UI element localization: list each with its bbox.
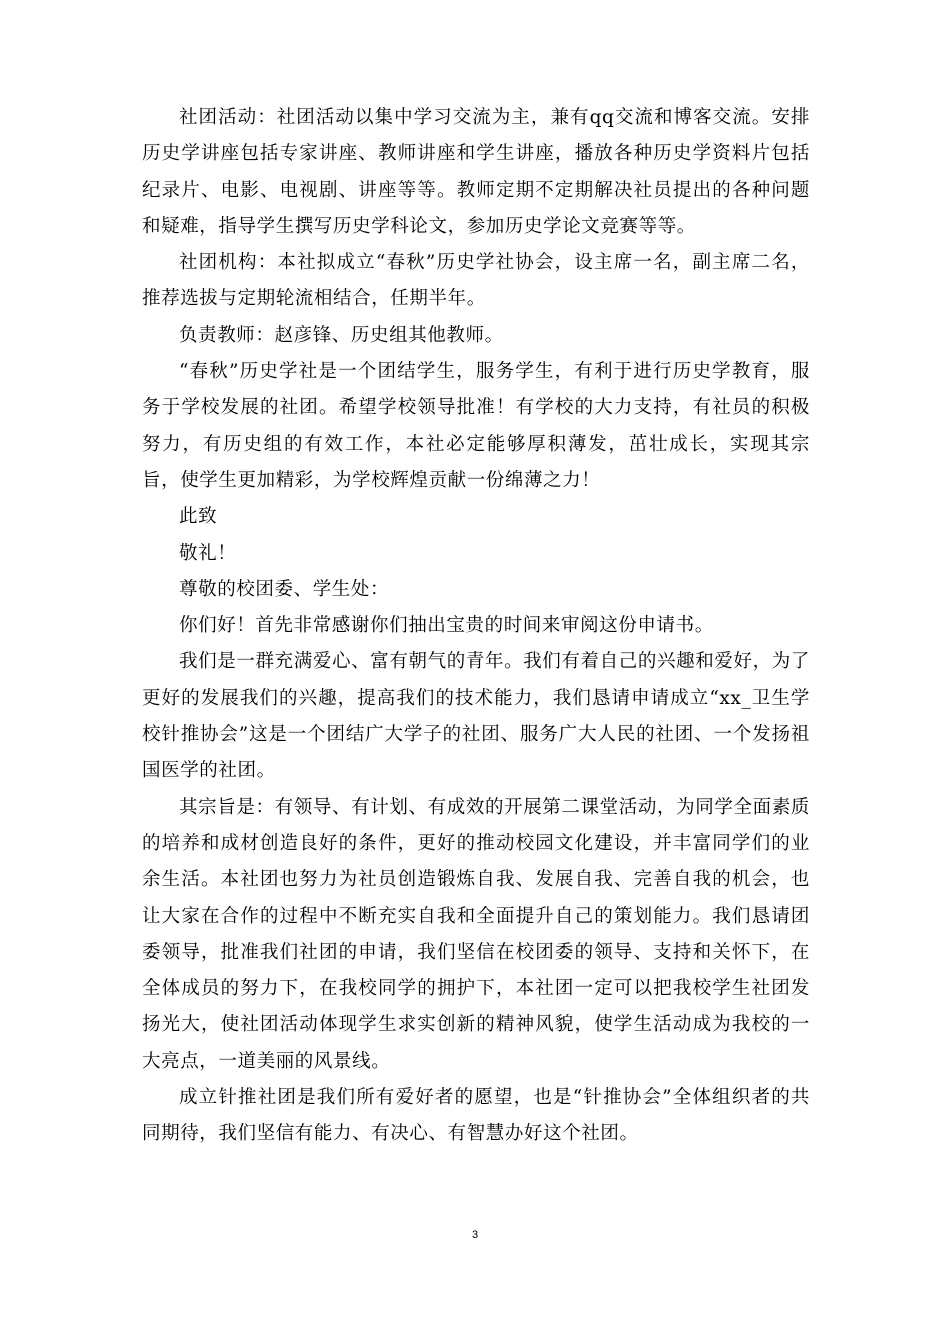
paragraph-mission: 其宗旨是：有领导、有计划、有成效的开展第二课堂活动，为同学全面素质的培养和成材创造良好的条件，更好的推动校园文化建设，并丰富同学们的业余生活。本社团也努力为社员创造锻炼自我、发展自我、完善自我的机会，也让大家在合作的过程中不断充实自我和全面提升自己的策划能力。我们恳请团委领导，批准我们社团的申请，我们坚信在校团委的领导、支持和关怀下，在全体成员的努力下，在我校同学的拥护下，本社团一定可以把我校学生社团发扬光大，使社团活动体现学生求实创新的精神风貌，使学生活动成为我校的一大亮点，一道美丽的风景线。 <box>142 796 810 1072</box>
paragraph-club-activities: 社团活动：社团活动以集中学习交流为主，兼有qq交流和博客交流。安排历史学讲座包括专家讲座、教师讲座和学生讲座，播放各种历史学资料片包括纪录片、电影、电视剧、讲座等等。教师定期不定期解决社员提出的各种问题和疑难，指导学生撰写历史学科论文，参加历史学论文竞赛等等。 <box>142 107 810 237</box>
paragraph-introduction: 我们是一群充满爱心、富有朝气的青年。我们有着自己的兴趣和爱好，为了更好的发展我们的兴趣，提高我们的技术能力，我们恳请申请成立“xx_卫生学校针推协会”这是一个团结广大学子的社团、服务广大人民的社团、一个发扬祖国医学的社团。 <box>142 651 810 782</box>
paragraph-addressee: 尊敬的校团委、学生处： <box>179 578 390 600</box>
paragraph-closing-salutation: 此致 <box>179 506 218 528</box>
paragraph-conclusion: 成立针推社团是我们所有爱好者的愿望，也是“针推协会”全体组织者的共同期待，我们坚信有能力、有决心、有智慧办好这个社团。 <box>142 1087 810 1145</box>
page-number: 3 <box>471 1229 479 1241</box>
paragraph-greeting: 你们好！首先非常感谢你们抽出宝贵的时间来审阅这份申请书。 <box>179 615 714 637</box>
paragraph-club-structure: 社团机构：本社拟成立“春秋”历史学社协会，设主席一名，副主席二名，推荐选拔与定期轮流相结合，任期半年。 <box>142 252 810 310</box>
paragraph-regards: 敬礼！ <box>179 542 237 564</box>
paragraph-responsible-teachers: 负责教师：赵彦锋、历史组其他教师。 <box>179 324 504 346</box>
document-body <box>142 100 810 1153</box>
paragraph-club-purpose: “春秋”历史学社是一个团结学生，服务学生，有利于进行历史学教育，服务于学校发展的社团。希望学校领导批准！有学校的大力支持，有社员的积极努力，有历史组的有效工作，本社必定能够厚积薄发，茁壮成长，实现其宗旨，使学生更加精彩，为学校辉煌贡献一份绵薄之力！ <box>142 361 810 491</box>
